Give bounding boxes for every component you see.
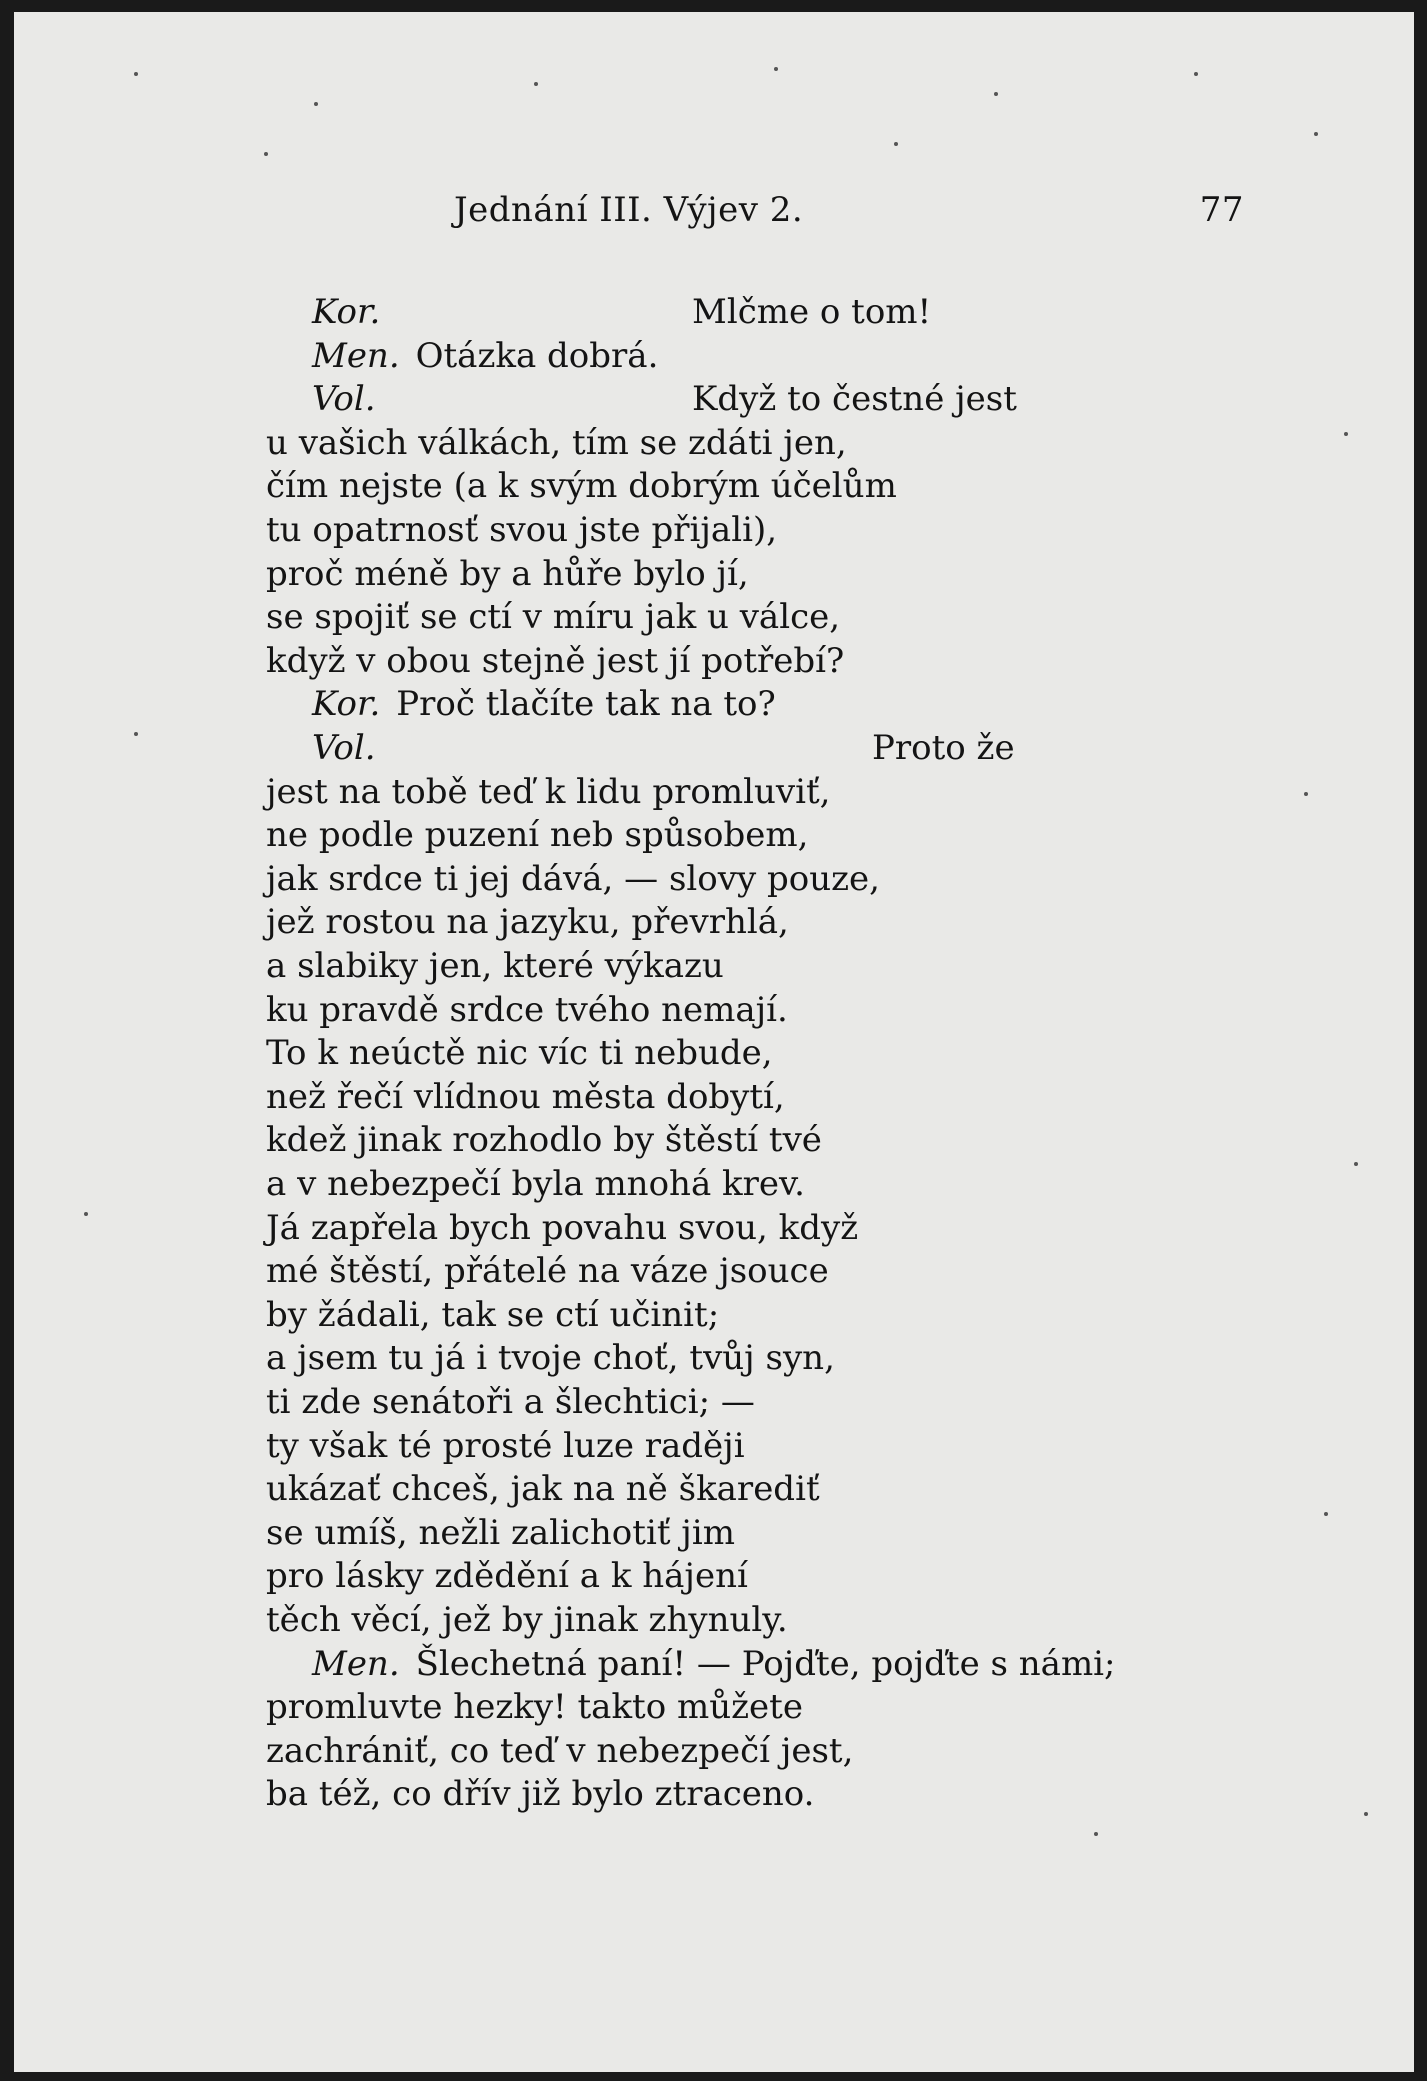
- verse-line: [266, 1293, 719, 1337]
- speech-text: u vašich válkách, tím se zdáti jen,: [266, 422, 847, 463]
- verse-line: [266, 1598, 788, 1642]
- speaker-name: Men.: [312, 335, 400, 376]
- verse-line: [312, 290, 932, 334]
- speech-text: ty však té prosté luze raději: [266, 1425, 745, 1466]
- verse-line: [312, 377, 1017, 421]
- verse-line: [266, 1511, 735, 1555]
- speech-text: tu opatrnosť svou jste přijali),: [266, 510, 778, 550]
- verse-line: [266, 421, 847, 465]
- speech-text: Otázka dobrá.: [415, 335, 659, 376]
- speech-text: Když to čestné jest: [692, 379, 1017, 420]
- speech-text: Šlechetná paní! — Pojďte, pojďte s námi;: [415, 1643, 1116, 1684]
- speech-text: těch věcí, jež by jinak zhynuly.: [266, 1600, 788, 1640]
- speech-text: ne podle puzení neb spůsobem,: [266, 815, 809, 856]
- scan-speck: [1094, 1832, 1098, 1836]
- speech-text: ti zde senátoři a šlechtici; —: [266, 1382, 755, 1422]
- speech-text: To k neúctě nic víc ti nebude,: [266, 1033, 773, 1074]
- scan-speck: [314, 102, 318, 106]
- speech-text: by žádali, tak se ctí učinit;: [266, 1294, 720, 1335]
- verse-line: [266, 988, 788, 1032]
- scan-speck: [894, 142, 898, 146]
- verse-line: [266, 1118, 822, 1162]
- scan-speck: [1194, 72, 1198, 76]
- verse-line: [266, 770, 830, 814]
- scan-speck: [1354, 1162, 1358, 1166]
- speech-text: se spojiť se ctí v míru jak u válce,: [266, 597, 841, 638]
- verse-line: [266, 508, 777, 552]
- verse-line: [266, 1031, 773, 1075]
- speech-text: Mlčme o tom!: [692, 292, 932, 332]
- verse-line: [266, 1729, 853, 1773]
- speaker-name: Men.: [312, 1643, 400, 1684]
- verse-line: [266, 464, 897, 508]
- speech-text: Já zapřela bych povahu svou, když: [266, 1207, 859, 1248]
- speech-text: mé štěstí, přátelé na váze jsouce: [266, 1251, 829, 1292]
- verse-line: [266, 1336, 835, 1380]
- speech-text: pro lásky zdědění a k hájení: [266, 1556, 748, 1597]
- scan-speck: [1324, 1512, 1328, 1516]
- verse-line: [312, 682, 776, 726]
- speech-text: jak srdce ti jej dává, — slovy pouze,: [266, 858, 880, 899]
- verse-line: [266, 857, 880, 901]
- verse-line: [266, 944, 724, 988]
- speech-text: když v obou stejně jest jí potřebí?: [266, 640, 845, 681]
- verse-line: [266, 595, 840, 639]
- speech-text: a jsem tu já i tvoje choť, tvůj syn,: [266, 1338, 835, 1379]
- verse-line: [266, 900, 789, 944]
- verse-line: [266, 639, 844, 683]
- scan-speck: [1314, 132, 1318, 136]
- scan-speck: [1364, 1812, 1368, 1816]
- scan-speck: [264, 152, 268, 156]
- speech-text: Proč tlačíte tak na to?: [396, 684, 776, 725]
- speech-text: jest na tobě teď k lidu promluviť,: [266, 771, 831, 812]
- verse-line: [312, 726, 1015, 770]
- page-number: 77: [1199, 190, 1244, 230]
- speech-text: promluvte hezky! takto můžete: [266, 1687, 803, 1728]
- verse-line: [266, 1206, 858, 1250]
- verse-line: [266, 1554, 748, 1598]
- scan-speck: [134, 72, 138, 76]
- verse-line: [266, 552, 749, 596]
- speech-text: Proto že: [872, 728, 1015, 768]
- page-header: [454, 190, 1244, 230]
- speech-text: ba též, co dřív již bylo ztraceno.: [266, 1774, 815, 1815]
- scan-speck: [84, 1212, 88, 1216]
- book-page: [14, 12, 1414, 2072]
- speaker-name: Kor.: [312, 684, 381, 725]
- verse-line: [266, 1162, 805, 1206]
- scan-speck: [1304, 792, 1308, 796]
- speech-text: jež rostou na jazyku, převrhlá,: [266, 902, 789, 943]
- verse-line: [266, 1772, 814, 1816]
- verse-line: [312, 334, 658, 378]
- speech-text: než řečí vlídnou města dobytí,: [266, 1076, 785, 1117]
- verse-line: [266, 1424, 745, 1468]
- speech-text: ukázať chceš, jak na ně škarediť: [266, 1469, 820, 1510]
- speaker-name: Kor.: [312, 292, 381, 332]
- speech-text: kdež jinak rozhodlo by štěstí tvé: [266, 1120, 822, 1161]
- speaker-name: Vol.: [312, 728, 376, 768]
- verse-line: [266, 813, 808, 857]
- scan-speck: [1344, 432, 1348, 436]
- speech-text: a v nebezpečí byla mnohá krev.: [266, 1164, 805, 1204]
- speaker-name: Vol.: [312, 379, 376, 420]
- scan-speck: [134, 732, 138, 736]
- speech-text: proč méně by a hůře bylo jí,: [266, 553, 749, 594]
- verse-line: [266, 1685, 803, 1729]
- running-title: Jednání III. Výjev 2.: [454, 190, 804, 230]
- speech-text: čím nejste (a k svým dobrým účelům: [266, 466, 897, 507]
- speech-text: a slabiky jen, které výkazu: [266, 946, 724, 986]
- speech-text: zachrániť, co teď v nebezpečí jest,: [266, 1730, 854, 1771]
- scan-speck: [994, 92, 998, 96]
- verse-line: [266, 1075, 785, 1119]
- speech-text: ku pravdě srdce tvého nemají.: [266, 989, 788, 1030]
- verse-line: [266, 1467, 820, 1511]
- verse-line: [266, 1249, 829, 1293]
- speech-text: se umíš, nežli zalichotiť jim: [266, 1512, 735, 1553]
- scan-speck: [774, 67, 778, 71]
- verse-line: [266, 1380, 755, 1424]
- scan-speck: [534, 82, 538, 86]
- verse-line: [312, 1642, 1116, 1686]
